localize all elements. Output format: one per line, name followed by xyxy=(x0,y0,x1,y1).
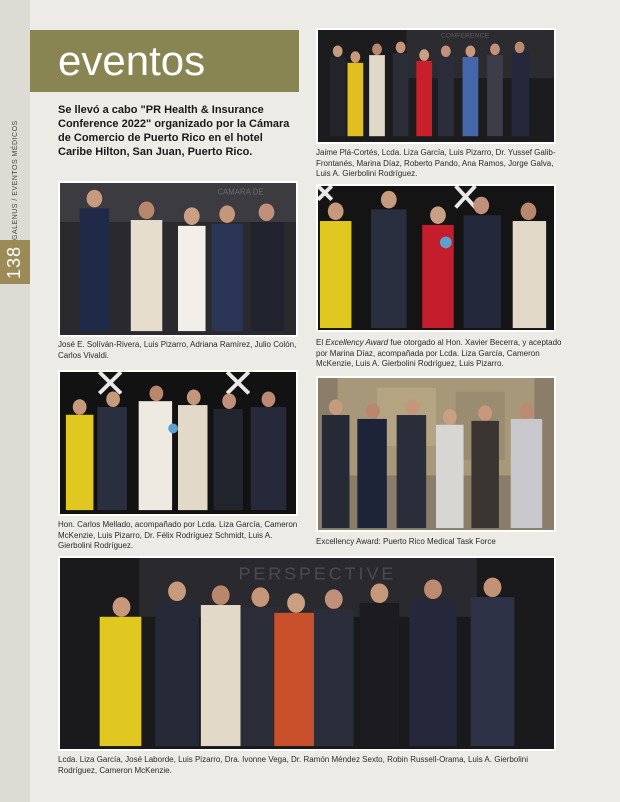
photo-group-2-image xyxy=(60,183,296,335)
caption-photo-3 xyxy=(316,338,562,370)
caption-photo-6: Lcda. Liza García, José Laborde, Luis Pizarro, Dra. Ivonne Vega, Dr. Ramón Méndez Sexto, Robin Russell-Orama, Luis A. Gierbolini Rodríguez, Cameron McKenzie. xyxy=(58,755,529,775)
photo6-backdrop-text: PERSPECTIVE xyxy=(238,563,397,584)
caption-photo-3-post: fue otorgado al Hon. Xavier Becerra, y aceptado por Marina Díaz, acompañada por Lcda. Liza García, Cameron McKenzie, Luis A. Gierbolini Rodríguez, Luis Pizarro. xyxy=(316,338,562,368)
page-number xyxy=(0,240,30,284)
photo-group-2 xyxy=(58,181,298,337)
caption-photo-2: José E. Solíván-Rivera, Luis Pizarro, Adriana Ramírez, Julio Colón, Carlos Vivaldi. xyxy=(58,340,297,360)
photo-group-1 xyxy=(316,28,556,144)
photo1-backdrop-text: CONFERENCE xyxy=(440,32,490,40)
caption-photo-1: Jaime Plá-Cortés, Lcda. Liza García, Luis Pizarro, Dr. Yussef Galib-Frontanés, Marina Díaz, Roberto Pando, Ana Ramos, Jorge Galva, Luis A. Gierbolini Rodríguez. xyxy=(316,148,556,178)
photo-group-5-image xyxy=(318,378,554,530)
photo-group-6 xyxy=(58,556,556,751)
photo-group-3-image xyxy=(318,186,554,330)
photo-group-6-image xyxy=(60,558,554,749)
caption-photo-5: Excellency Award: Puerto Rico Medical Task Force xyxy=(316,537,496,546)
photo2-backdrop-text: CAMARA DE xyxy=(217,187,264,197)
section-title: eventos xyxy=(30,30,299,92)
photo-group-4 xyxy=(58,370,298,516)
photo-group-5 xyxy=(316,376,556,532)
photo-group-4-image xyxy=(60,372,296,514)
caption-photo-4: Hon. Carlos Mellado, acompañado por Lcda. Liza García, Cameron McKenzie, Luis Pizarro, Dr. Félix Rodríguez Schmidt, Luis A. Gierbolini Rodríguez. xyxy=(58,520,298,550)
page-number-text: 138 xyxy=(4,245,25,279)
caption-photo-3-pre: El xyxy=(316,338,326,347)
photo-group-3 xyxy=(316,184,556,332)
intro-text: Se llevó a cabo "PR Health & Insurance Conference 2022" organizado por la Cámara de Comercio de Puerto Rico en el hotel Caribe Hilton, San Juan, Puerto Rico. xyxy=(58,104,290,158)
caption-photo-3-award: Excellency Award xyxy=(325,338,389,347)
photo-group-1-image xyxy=(318,30,554,142)
section-label: GALENUS / EVENTOS MÉDICOS xyxy=(12,120,19,240)
